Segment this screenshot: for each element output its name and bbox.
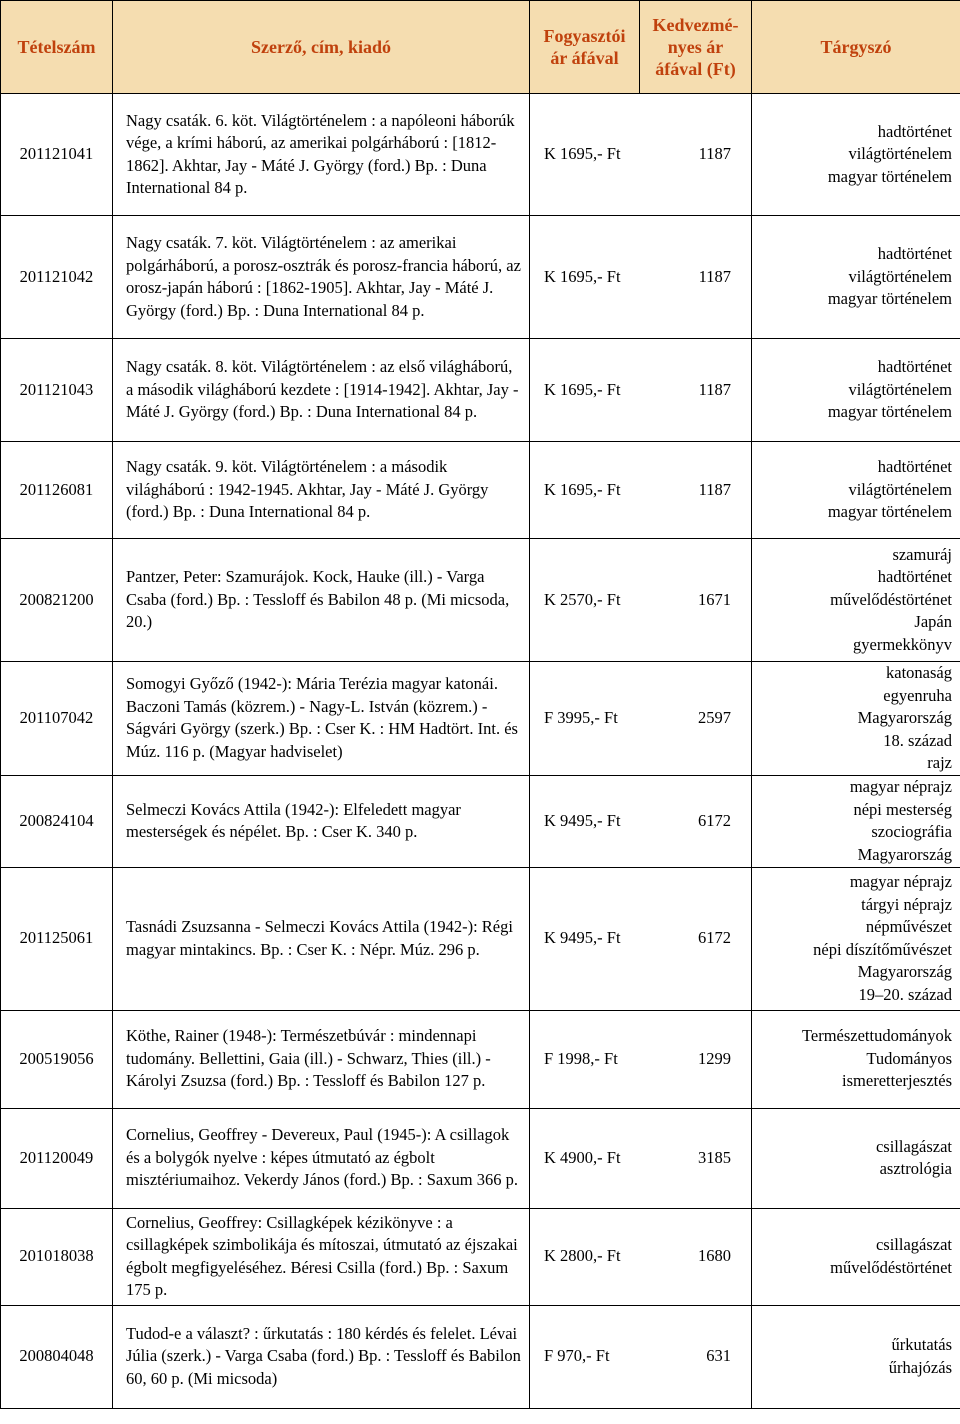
price-cell [530,539,752,662]
item-number: 201121042 [1,216,113,339]
price-cell [530,1010,752,1108]
subject-term: tárgyi néprajz [861,894,952,914]
item-number: 201125061 [1,867,113,1010]
subject-list [752,867,960,1010]
price-cell [530,775,752,867]
subject-term: Tudományos [866,1048,952,1068]
header-author-title-publisher: Szerző, cím, kiadó [113,1,530,94]
price-cell [530,339,752,442]
consumer-price: K 1695,- Ft [544,479,621,499]
subject-term: művelődéstörténet [830,589,952,609]
item-description: Nagy csaták. 7. köt. Világtörténelem : az amerikai polgárháború, a porosz-osztrák és porosz-francia háború, az orosz-japán háború : [1862-1905]. Akhtar, Jay - Máté J. György (ford.) Bp. : Duna International 84 p. [113,216,530,339]
header-item-number: Tételszám [1,1,113,94]
subject-term: Természettudományok [801,1026,952,1046]
consumer-price: F 970,- Ft [544,1346,610,1366]
discount-price: 3185 [698,1147,731,1167]
item-number: 201121043 [1,339,113,442]
item-description: Selmeczi Kovács Attila (1942-): Elfeledett magyar mesterségek és népélet. Bp. : Cser K. 340 p. [113,775,530,867]
subject-term: hadtörténet [877,121,952,141]
table-row [1,1305,960,1408]
discount-price: 1299 [698,1048,731,1068]
subject-term: népi díszítőművészet [813,939,952,959]
price-cell [530,1208,752,1305]
subject-term: hadtörténet [877,567,952,587]
subject-term: világtörténelem [848,266,952,286]
subject-term: csillagászat [875,1235,952,1254]
subject-term: hadtörténet [877,357,952,377]
discount-price: 6172 [698,810,731,830]
subject-term: katonaság [886,663,952,682]
subject-term: világtörténelem [848,479,952,499]
subject-term: Magyarország [857,844,952,864]
consumer-price: K 9495,- Ft [544,928,621,948]
subject-list [752,339,960,442]
discount-price: 1680 [698,1246,731,1266]
item-description: Pantzer, Peter: Szamurájok. Kock, Hauke (ill.) - Varga Csaba (ford.) Bp. : Tessloff és Babilon 48 p. (Mi micsoda, 20.) [113,539,530,662]
subject-term: űrhajózás [888,1357,952,1377]
table-row [1,1108,960,1208]
subject-list [752,94,960,216]
item-number: 200824104 [1,775,113,867]
subject-term: magyar történelem [827,289,952,309]
consumer-price: K 4900,- Ft [544,1147,621,1167]
table-row [1,775,960,867]
price-cell [530,94,752,216]
item-description: Tudod-e a választ? : űrkutatás : 180 kérdés és felelet. Lévai Júlia (szerk.) - Varga Csaba (ford.) Bp. : Tessloff és Babilon 60, 60 p. (Mi micsoda) [113,1305,530,1408]
consumer-price: K 2800,- Ft [544,1246,621,1266]
subject-term: magyar néprajz [849,872,952,891]
item-number: 201107042 [1,662,113,776]
item-number: 201120049 [1,1108,113,1208]
consumer-price: K 2570,- Ft [544,589,621,609]
subject-list [752,442,960,539]
subject-list [752,1010,960,1108]
discount-price: 1187 [698,144,731,164]
table-row [1,867,960,1010]
subject-term: asztrológia [879,1159,952,1178]
consumer-price: K 1695,- Ft [544,379,621,399]
header-row [1,1,960,94]
item-number: 200804048 [1,1305,113,1408]
subject-term: 18. század [883,730,952,750]
subject-term: Magyarország [857,708,952,727]
price-cell [530,442,752,539]
subject-term: szociográfia [871,822,952,841]
subject-term: művelődéstörténet [830,1257,952,1277]
subject-term: népi mesterség [853,799,952,819]
subject-term: világtörténelem [848,144,952,164]
discount-price: 1187 [698,479,731,499]
item-number: 200821200 [1,539,113,662]
item-description: Somogyi Győző (1942-): Mária Terézia magyar katonái. Baczoni Tamás (közrem.) - Nagy-L. István (közrem.) - Ságvári György (szerk.) Bp. : Cser K. : HM Hadtört. Int. és Múz. 116 p. (Magyar hadviselet) [113,662,530,776]
subject-term: népművészet [865,917,952,936]
subject-term: hadtörténet [877,457,952,477]
subject-term: 19–20. század [858,984,952,1004]
subject-list [752,662,960,776]
subject-list [752,1305,960,1408]
subject-term: magyar történelem [827,166,952,186]
item-description: Cornelius, Geoffrey - Devereux, Paul (1945-): A csillagok és a bolygók nyelve : képes útmutató az égbolt misztériumaihoz. Vekerdy János (ford.) Bp. : Saxum 366 p. [113,1108,530,1208]
subject-list [752,216,960,339]
discount-price: 1671 [698,589,731,609]
subject-term: hadtörténet [877,244,952,264]
discount-price: 1187 [698,266,731,286]
subject-list [752,1108,960,1208]
table-row [1,94,960,216]
subject-term: magyar történelem [827,402,952,422]
subject-term: Magyarország [857,962,952,981]
price-cell [530,1305,752,1408]
subject-term: ismeretterjesztés [842,1071,952,1091]
price-cell [530,662,752,776]
item-number: 201126081 [1,442,113,539]
price-cell [530,1108,752,1208]
subject-term: gyermekkönyv [853,634,952,654]
header-consumer-price: Fogyasztói ár áfával [530,1,640,94]
subject-term: magyar néprajz [849,777,952,796]
table-row [1,216,960,339]
item-number: 200519056 [1,1010,113,1108]
subject-term: űrkutatás [891,1335,952,1354]
subject-term: Japán [914,612,952,632]
price-cell [530,867,752,1010]
consumer-price: K 1695,- Ft [544,266,621,286]
header-subject: Tárgyszó [752,1,960,94]
subject-term: szamuráj [892,544,952,564]
consumer-price: K 1695,- Ft [544,144,621,164]
consumer-price: K 9495,- Ft [544,810,621,830]
item-description: Nagy csaták. 8. köt. Világtörténelem : az első világháború, a második világháború kezdete : [1914-1942]. Akhtar, Jay - Máté J. György (ford.) Bp. : Duna International 84 p. [113,339,530,442]
discount-price: 6172 [698,928,731,948]
table-row [1,1208,960,1305]
item-number: 201121041 [1,94,113,216]
subject-term: egyenruha [883,685,952,705]
table-row [1,539,960,662]
consumer-price: F 3995,- Ft [544,708,618,727]
item-description: Köthe, Rainer (1948-): Természetbúvár : mindennapi tudomány. Bellettini, Gaia (ill.) - Schwarz, Thies (ill.) - Károlyi Zsuzsa (ford.) Bp. : Tessloff és Babilon 127 p. [113,1010,530,1108]
subject-term: csillagászat [875,1136,952,1156]
subject-list [752,1208,960,1305]
item-description: Tasnádi Zsuzsanna - Selmeczi Kovács Attila (1942-): Régi magyar mintakincs. Bp. : Cser K. : Népr. Múz. 296 p. [113,867,530,1010]
item-description: Nagy csaták. 6. köt. Világtörténelem : a napóleoni háborúk vége, a krími háború, az amerikai polgárháború : [1812-1862]. Akhtar, Jay - Máté J. György (ford.) Bp. : Duna International 84 p. [113,94,530,216]
price-cell [530,216,752,339]
subject-list [752,539,960,662]
table-row [1,1010,960,1108]
table-row [1,339,960,442]
item-description: Nagy csaták. 9. köt. Világtörténelem : a második világháború : 1942-1945. Akhtar, Jay - Máté J. György (ford.) Bp. : Duna International 84 p. [113,442,530,539]
subject-term: rajz [927,753,952,772]
item-description: Cornelius, Geoffrey: Csillagképek kézikönyve : a csillagképek szimbolikája és mítoszai, útmutató az éjszakai égbolt megfigyeléséhez. Béresi Csilla (ford.) Bp. : Saxum 175 p. [113,1208,530,1305]
discount-price: 1187 [698,379,731,399]
subject-list [752,775,960,867]
table-row [1,442,960,539]
item-number: 201018038 [1,1208,113,1305]
discount-price: 2597 [698,708,731,727]
discount-price: 631 [706,1346,731,1366]
subject-term: világtörténelem [848,379,952,399]
consumer-price: F 1998,- Ft [544,1048,618,1068]
table-row [1,662,960,776]
header-discount-price: Kedvezmé- nyes ár áfával (Ft) [640,1,752,94]
subject-term: magyar történelem [827,502,952,522]
